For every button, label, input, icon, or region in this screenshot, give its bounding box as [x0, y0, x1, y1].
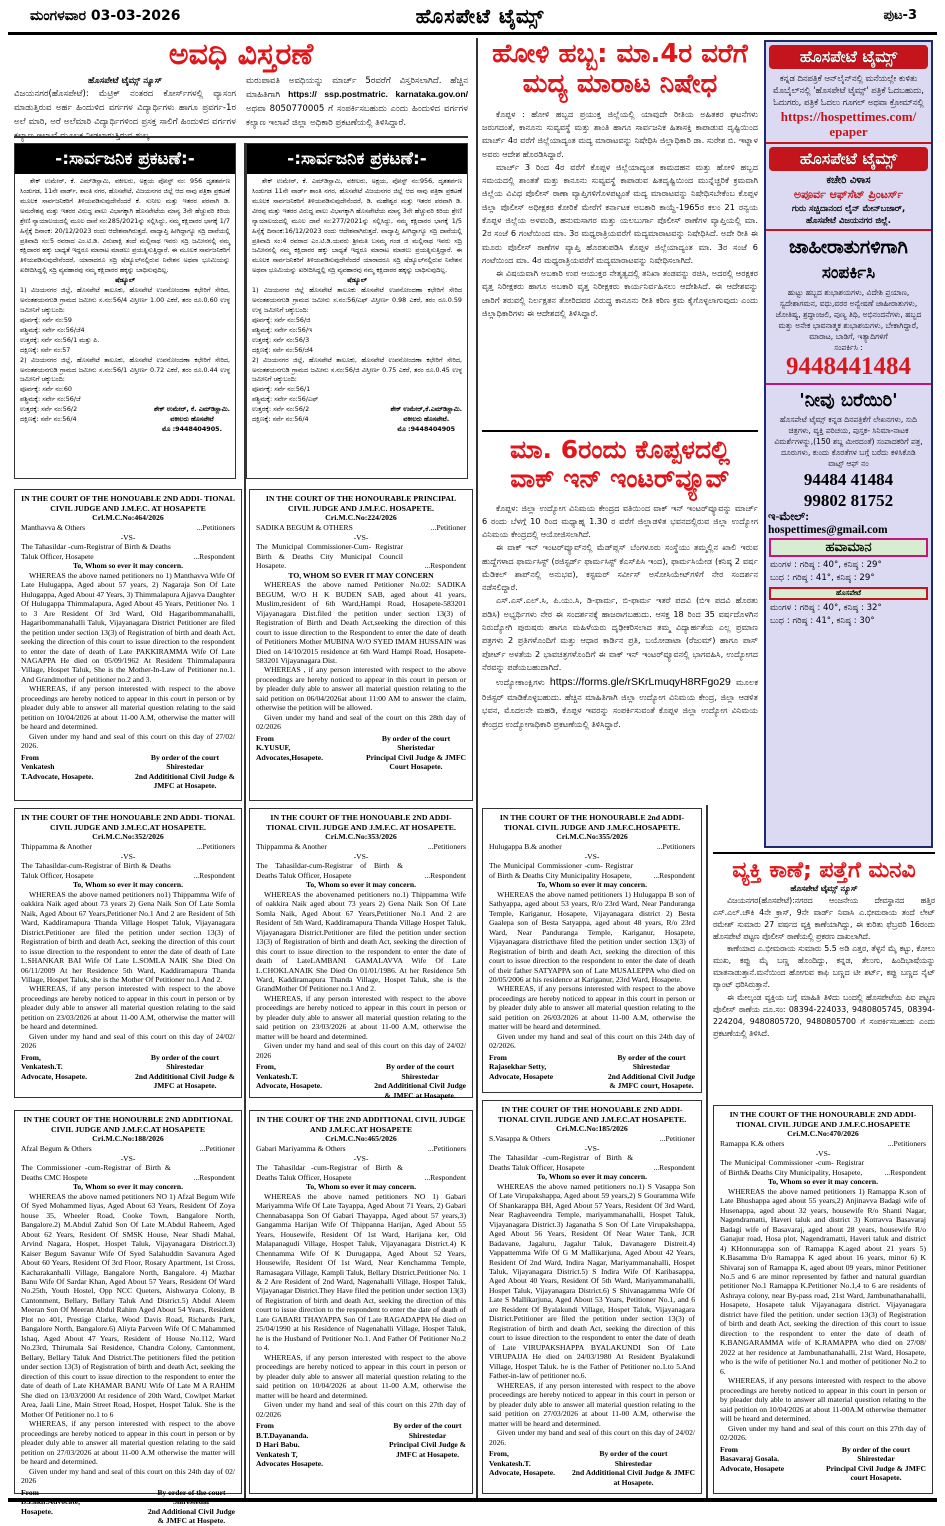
- order-line: Sheristedar: [397, 743, 435, 753]
- petitioner-role: ...Petitioners: [196, 842, 235, 852]
- order-line: By order of the court: [381, 733, 451, 743]
- notice-signature: ವಕೀಲರು ಹೊಸಪೇಟೆ: [170, 415, 214, 424]
- respondent: The Tahasildar -cum-Registrar of Birth & Deaths Taluk Officer, Hosapete: [21, 542, 171, 561]
- notice-phone: ಮೊ :9448404905.: [161, 425, 223, 434]
- court-text: WHEREAS the abovenamed petitioners no.1) Thippamma Wife of oakkira Naik aged about 73 years 2) Gena Naik Son Of Late Somla Naik, Aged About 67 Years,Petitioner No.1 And 2 are Resident of 5th Ward, Kaddiramapura Thanda Village Hospet Taluk, Vijayanagara District.Petitioner are filed the petition under section 13(3) of Registration of birth and death Act, seeking the direction of this court to issue direction to the respondent to enter the date of death of LateLAMBANI GAMALAVVA Wife Of Late L.CHOKLANAIK She Died On 01/01/1986. At her Residence 5th Ward, Kaddiramapura Thanda Village, Hospet Taluk, she is the GrandMother Of Petitioner no.1 And 2.: [256, 889, 466, 994]
- court-order-block: [148, 1488, 235, 1526]
- weather-row: ಬುಧ : ಗರಿಷ್ಠ : 41°, ಕನಿಷ್ಠ : 30°: [770, 615, 875, 626]
- petitioner: Ramappa K.& others: [720, 1139, 785, 1149]
- order-line: & JMFC court, Hosapete.: [609, 1081, 694, 1091]
- article-text: ವಿಜಯನಗರ(ಹೊಸಪೇಟೆ): ಮೆಟ್ರಿಕ್ ನಂತರದ ಕೋರ್ಸ್‌ಗಳಲ್ಲಿ ವ್ಯಾಸಂಗ ಮಾಡುತ್ತಿರುವ ಅರ್ಹ ಹಿಂದುಳಿದ ವರ್ಗಗಳ ವಿದ್ಯಾರ್ಥಿಗಳು ಹಾಗೂ ಪ್ರವರ್ಗ-1ರ ಅಲೆ ಮಾರಿ, ಅರೆ ಅಲೆಮಾರಿ ವಿದ್ಯಾರ್ಥಿಗಳಿಂದ ಪ್ರಸಕ್ತ ಸಾಲಿಗೆ ಹಿಂದುಳಿದ ವರ್ಗಗಳ: [14, 89, 236, 128]
- advocate-line: From: [21, 1487, 39, 1497]
- court-text: Given under my hand and seal of this court on this day of 27/02/ 2026.: [21, 731, 235, 751]
- court-notice: [482, 1100, 702, 1494]
- order-line: 2nd Additional Civil Judge: [147, 1506, 235, 1516]
- respondent: The Tahasildar -cum-Registrar of Birth & Deaths Taluk Officer, Hosapete: [489, 1153, 634, 1172]
- court-notice: [713, 1105, 933, 1494]
- petitioner-role: ...Petitioners: [656, 842, 695, 852]
- order-line: Shirestedar: [408, 1430, 447, 1440]
- petitioner: Manthavva & Others: [21, 523, 86, 533]
- court-text: WHEREAS, if any person interested with respect to the above proceedings are hereby noticed to appear in this court in person or by pleader duly able to answer all material question relating to the said petition on 10/04/2026 at about 11-00 A.M, otherwise the matter will be heard and determined.: [21, 684, 235, 732]
- court-title: IN THE COURT OF THE HONOUABLE 2ND ADDI- TIONAL CIVIL JUDGE AND J.M.F.C.AT HOSAPETE.: [497, 1105, 687, 1124]
- advocate-block: [21, 753, 93, 791]
- versus: -VS-: [120, 1153, 136, 1163]
- court-text: WHEREAS , if any person interested with respect to the above proceedings are hereby noticed to appear in this court in person or by pleader duly able to answer all material question relating to the said petition on 06/04/2026at about 11:00 AM to answer the claim, otherwise the petition will be allowed.: [256, 665, 466, 713]
- schedule-item: ದಕ್ಷಿಣಕ್ಕೆ: ಸರ್ವೆ ನಂ:56/4: [252, 415, 309, 424]
- order-line: By order of the court: [599, 1449, 668, 1459]
- article-text: ಈ ವಾಕ್ ಇನ್ ಇಂಟರ್‌ವ್ಯೂವ್‌ನಲ್ಲಿ ಮೆಡ್‌ಪ್ಲಸ್ ಬೆಂಗಳೂರು ಸಂಸ್ಥೆಯು ತಮ್ಮಲ್ಲಿನ ಖಾಲಿ ಇರುವ ಹುದ್ದೆಗಳಾದ ಫಾರ್ಮಸಿಸ್ಟ್ (ರಜಿಸ್ಟರ್ಡ್ ಫಾರ್ಮಸಿಸ್ಟ್ ಕೆಎಸ್‌ಪಿಸಿ ಇಂದ), ಫಾರ್ಮಸಿಯೇಡ (ಕನಿಷ್ಠ 2 ವರ್ಷ ಮೆಡಿಕಲ್ ಶಾಪ್‌ನಲ್ಲಿ ಅನುಭವ), ಕಸ್ಟಮರ್ ಸರ್ವೀಸ್ ಅಸೋಸಿಯೇಟ್‌ಗಳಿಗೆ ನೇರ ಸಂದರ್ಶನ ನಡೆಸಲಿದ್ದಾರೆ.: [482, 542, 758, 593]
- advocate-line: From: [256, 733, 274, 743]
- office-label: ಕಚೇರಿ ವಿಳಾಸ: [826, 174, 871, 186]
- advocate-line: Rajasekhar Setty,: [489, 1062, 547, 1072]
- court-order-block: [135, 1053, 235, 1091]
- schedule-item: ಉತ್ತರಕ್ಕೆ: ಸರ್ವೆ ನಂ:56/3: [252, 335, 310, 344]
- page-number: ಪುಟ-3: [883, 8, 917, 23]
- advocate-block: [256, 1062, 322, 1100]
- case-number: Cri.M.C.No:355/2026: [556, 832, 628, 842]
- petitioner: S.Vasappa & Others: [489, 1134, 551, 1144]
- schedule-label: ಷೆಡ್ಯೂಲ್: [347, 276, 367, 285]
- article-text: ಈ ಮೇಲ್ಕಂಡ ವ್ಯಕ್ತಿಯ ಬಗ್ಗೆ ಮಾಹಿತಿ ತಿಳಿದು ಬಂದಲ್ಲಿ ಹೊಸಪೇಟೆಯ ಪಿಐ ಪಟ್ಟಣ ಪೊಲೀಸ್ ಠಾಣೆಯ ದೂ.ಸಂ: 08394-224033, 9480805745, 08394-224204, 9480805720, 9480805700 ಗೆ ಸಂಪರ್ಕಿಸಬಹುದು ಎಂದು ಪ್ರಕಟಣೆಯಲ್ಲಿ ತಿಳಿಸಿದೆ.: [713, 992, 935, 1038]
- schedule-label: ಷೆಡ್ಯೂಲ್: [115, 276, 135, 285]
- advocate-line: Advocate, Hosapete: [720, 1463, 785, 1473]
- order-line: 2nd Addititional Civil Judge &: [134, 1071, 235, 1081]
- notice-signature: ಶೇಕ್ ಉಮೇರ್, ಕೆ. ಎಮ್‌ಡಿಸ್ಲಾಮಿ.: [154, 405, 230, 414]
- order-line: Shirestedar: [614, 1458, 653, 1468]
- court-text: WHEREAS the above named petitioners no.1) S Vasappa Son Of Late Virupakshappa, Aged about 59 years,2) S Gouramma Wife Of Shankarappa BH, Aged About 57 Years, Resident Of 3rd Ward, Near Raghaveendra Temple, mariyammanahalli, Hospet Taluk, Vijayanagara District.3) Jaganatha S Son Of Late Virupakshappa, Aged About 56 Years, Resident Of Near Water Tank, JCR Badavane, Jagaluru, Jagalur Taluk, Davanagere Distreit.4) Vappattemma Wife Of G M Mallikarjuna, Aged About 42 Years, Resident Of 2nd Ward, Indira Nagar, Mariyammanahalli, Hospet Taluk, Vijayanagara District.5) S Indira Wife Of Karibasappa, Aged About 40 Years, Resident Of 5th Ward, Mariyammanahalli, Hospet Taluk, Vijayanagara District.6) S Shivanagamma Wife Of Late S Mallikarjuna, Aged About 53 Years, Petitioner No.1, and 6 are Resident Of Byalakundi Village, Hospet Taluk, Vijayanagara District.Petitioner are filed the petition under section 13(3) of Registration of birth and death Act, seeking the direction of this court to issue direction to the respondent to enter the date of death of Late VIRUPAKSHAPPA BYALAKUNDI Son Of Late VIRUPAJJA He died on 24/03/1980 At Resident Byalakundi Village, Hospet Taluk. he is the Father of Petitioner no.1.to 5.And Father-in-law of petitioner no.6.: [489, 1181, 695, 1381]
- advocate-line: Advocates,Hosapete.: [256, 752, 324, 762]
- weather-city: ಹೊಸಪೇಟೆ: [769, 587, 928, 600]
- divider: [482, 430, 758, 432]
- notice-signature: ವಕೀಲರು ಹೊಸಪೇಟೆ.: [403, 415, 450, 424]
- court-text: WHEREAS, if any person interested with respect to the above proceedings are hereby noticed to appear in this court in person or by pleader duly able to answer all material question relating to the said petition on 27/03/2026 at about 11-00 A.M otherwise the matter will be heard and determined.: [21, 1419, 235, 1467]
- respondent: The Municipal Commissioner -cum- Registrar of Birth & Deaths City Municipality Hosapete,: [489, 861, 634, 880]
- phone-2[interactable]: 99802 81752: [803, 490, 894, 510]
- court-order-block: [826, 1445, 926, 1483]
- order-line: By order of the court: [150, 752, 220, 762]
- advocate-line: From,: [256, 1062, 276, 1072]
- advocate-line: From: [720, 1444, 738, 1454]
- case-number: Cri.M.C.No:352/2026: [92, 832, 164, 842]
- article-text: ಉದ್ಯೋಕಾಂಕ್ಷಿಗಳು: [496, 677, 545, 688]
- schedule-item: ಪೂರ್ವಕ್ಕೆ: ಸರ್ವೆ ನಂ:59: [20, 315, 72, 324]
- versus: -VS-: [815, 1148, 831, 1158]
- column-rule: [476, 38, 478, 1498]
- court-text: Given under my hand and seal of this court on this day of 24/02/ 2026: [256, 1041, 466, 1060]
- respondent-role: ...Respondent: [193, 1172, 235, 1182]
- schedule-item: ದಕ್ಷಿಣಕ್ಕೆ: ಸರ್ವೆ ನಂ:56/ಜೆ4: [252, 345, 314, 354]
- advocate-line: T.Advocate, Hosapete.: [21, 771, 94, 781]
- header-rule: [8, 32, 937, 35]
- schedule-item: ಪಶ್ಚಿಮಕ್ಕೆ: ಸರ್ವೇ ನಂ:56/ಜೆ: [20, 395, 81, 404]
- schedule-item: 1) ವಿಜಯನಗರ ಜಿಲ್ಲೆ ಹೊಸಪೇಟೆ ತಾಲೂಕು ಹೊಸಪೇಟೆ ಉಪನೋಂದಣಾ ಕಛೇರಿಗೆ ಸೇರಿದ ಅನಂತಶಯನಗುಡಿ ಗ್ರಾಮದ ಜಮೀನು ಸ.ನಂ:56/ಎಫ್ ವಿಸ್ತೀರ್ಣ 0.98 ಎಕರೆ, ತರಂ ರೂ.0.59 ಉಳ್ಳ ಜಮೀನಿಗೆ ಚಕ್ಕುಬಂದಿ:: [252, 286, 462, 314]
- court-text: Given under my hand and seal of the court on this 28th day of 02/2026: [256, 712, 466, 732]
- notice-title: -:ಸಾರ್ವಜನಿಕ ಪ್ರಕಟಣೆ:-: [247, 144, 467, 174]
- versus: -VS-: [353, 532, 369, 542]
- court-text: Given under my band and seal of this court on this day of 24/02/ 2026.: [489, 1428, 695, 1447]
- court-order-block: [572, 1449, 695, 1487]
- notice-body: ಶೇಕ್ ಉಮೇರ್, ಕೆ. ಎಮ್‌ಡಿಸ್ಲಾಮಿ, ವಕೀಲರು, ಅಕ್ಷಯ, ಪೋಸ್ಟ್ ನಂ:956, ದೃತತರ್ಪಣ ಸಿಂಡುಗಡ 11ನೇ ವಾರ್ಡ್ ಶಾಂತಿ ನಗರ, ಹೊಸಪೇಟೆ ವಿಜಯನಗರ ಜಿಲ್ಲೆ ಆದ ನಾವು ಪತ್ರಿಕಾ ಪ್ರಕಟಣೆ ಮೂಲಕ ಸಾರ್ವಜನಿಕರಿಗೆ ತಿಳಿಯಪಡಿಸುವುದೇನೆಂದರೆ, ಡಿ. ಮಹೇಶ್ವರ ಮತ್ತು ಇತರರ ಪರವಾಗಿ ಡಿ. ವೀರಪ್ಪ ಮತ್ತು ಇತರರ ವಿರುದ್ಧ ಪಾಲು ವಿಭಾಗಕ್ಕಾಗಿ ಹೊಸಪೇಟೆಯ ಮಾನ್ಯ 3ನೇ ಹೆಚ್ಚುವರಿ ಕಿರಿಯ ಶ್ರೇಣಿ ನ್ಯಾಯಾಲಯದಲ್ಲಿ ಮೂಲ ದಾವೆ ಸಂ:277/2021ನ್ನು ಸಲ್ಲಿಸಿದ್ದು, ನಮ್ಮ ಕಕ್ಷಿದಾರರ ಭಾಗಕ್ಕೆ 1/5 ಹಿಸ್ಸೆಕ್ಕೆ ದಿನಾಂಕ:16/12/2023 ರಂದು ಆದೇಶವಾಗಿರುತ್ತದೆ. ವಾದ್ಯಾಪ್ತಿ ಹೀಗಿದ್ದಾಗ್ಯೂ ಸದ್ರಿ ದಾವೆಯಲ್ಲಿ ಪ್ರತಿವಾದಿ ಸಂ:4 ರವರಾದ ಎಂ.ಟಿ.ಡಿ.ಯವರು ಶ್ರೀಮತಿ ಬಸಮ್ಮ ಗಂಡ ಜಿ ಮಲ್ಲಿನಾಥ ಇವರು ಸದ್ರಿ ಜಮೀನನಲ್ಲಿ ನಮ್ಮ ಕಕ್ಷಿದಾರರ ಹಕ್ಕು ಬಾಧ್ಯತೆ ಇದ್ದರೂ ಮಾರಾಟ ಮಾಡಲು ಪ್ರಯತ್ನಿಸುತ್ತಿದ್ದಾರೆ. ಈ ಮೂಲಕ ಸಾರ್ವಜನಿಕರಿಗೆ ತಿಳಿಯಪಡಿಸುವುದೇನೆಂದರೆ ಯಾರಾದರೂ ಸದ್ರಿ ಷೆಡ್ಯೂಲ್‌ನಲ್ಲಿರುವ ನಿವೇಶನ ಅಥವಾ ಭೂಮಿಯನ್ನು ಖರೀದಿಸಿದ್ದಲ್ಲಿ ಸದ್ರಿ ವ್ಯವಹಾರವು ನಮ್ಮ ಕಕ್ಷಿದಾರರ ಹಕ್ಕನ್ನು ಬಾಧಿಸುವುದಿಲ್ಲ.: [252, 177, 462, 275]
- versus: -VS-: [353, 1153, 369, 1163]
- article-text: ಕೊಪ್ಪಳ: ಜಿಲ್ಲಾ ಉದ್ಯೋಗ ವಿನಿಮಯ ಕೇಂದ್ರದ ವತಿಯಿಂದ ವಾಕ್ ಇನ್ ಇಂಟರ್‌ವ್ಯೂವನ್ನು ಮಾರ್ಚ್ 6 ರಂದು ಬೆಳಗ್ಗೆ 10 ರಿಂದ ಮಧ್ಯಾಹ್ನ 1.30 ರ ವರೆಗೆ ಜಿಲ್ಲಾಡಳಿತ ಭವನದಲ್ಲಿರುವ ಜಿಲ್ಲಾ ಉದ್ಯೋಗ ವಿನಿಮಯ ಕೇಂದ್ರದಲ್ಲಿ ಆಯೋಜಿಸಲಾಗಿದೆ.: [482, 502, 758, 540]
- article-text: ಮಾರ್ಚ್ 3 ರಿಂದ 4ರ ವರೆಗೆ ಕೊಪ್ಪಳ ಜಿಲ್ಲೆಯಾದ್ಯಂತ ಕಾಮದಹನ ಮತ್ತು ಹೋಳಿ ಹಬ್ಬದ ಸಮಯದಲ್ಲಿ ಶಾಂತತೆ ಮತ್ತು ಕಾನೂನು ಸುವ್ಯವಸ್ಥೆ ಕಾಪಾಡುವ ಹಿತದೃಷ್ಟಿಯಿಂದ ಮುನ್ನೆಚ್ಚರಿಕೆ ಕ್ರಮವಾಗಿ ಜಿಲ್ಲೆಯ ವಿವಿಧ ಪೊಲೀಸ್ ಠಾಣಾ ವ್ಯಾಪ್ತಿಗಳಿಗೊಳಪಟ್ಟಂತೆ ಮದ್ಯ ಮಾರಾಟವನ್ನು ನಿಷೇಧಿಸಬೇಕೆಂಬ ಕೊಪ್ಪಳ ಜಿಲ್ಲಾ ಪೊಲೀಸ್ ಅಧೀಕ್ಷಕರ ಕೋರಿಕೆ ಮೇರೆಗೆ ಕರ್ನಾಟಕ ಅಬಕಾರಿ ಕಾಯ್ದೆ-1965ರ ಕಲಂ 21 ರನ್ವಯ ಕೊಪ್ಪಳ ಜಿಲ್ಲೆಯ ಅಳವಂಡಿ, ಹನುಮಸಾಗರ ಮತ್ತು ಯಲಬುರ್ಗಾ ಪೊಲೀಸ್ ಠಾಣೆಗಳ ವ್ಯಾಪ್ತಿಯಲ್ಲಿ ಮಾ. 2ರ ಸಂಜೆ 6 ಗಂಟೆಯಿಂದ ಮಾ. 3ರ ಮಧ್ಯರಾತ್ರಿಯವರೆಗೆ ಮದ್ಯಮಾರಾಟವನ್ನು ನಿಷೇಧಿಸಿದೆ. ಅದೇ ರೀತಿ ಈ ಮೂರು ಪೊಲೀಸ್ ಠಾಣೆಗಳ ವ್ಯಾಪ್ತಿ ಹೊರತುಪಡಿಸಿ ಕೊಪ್ಪಳ ಜಿಲ್ಲೆಯಾದ್ಯಂತ ಮಾ. 3ರ ಸಂಜೆ 6 ಗಂಟೆಯಿಂದ ಮಾ. 4ರ ಮಧ್ಯರಾತ್ರಿಯವರೆಗೆ ಮದ್ಯಮಾರಾಟವನ್ನು ನಿಷೇಧಿಸಲಾಗಿದೆ.: [482, 161, 758, 265]
- order-line: & JMFC at Hosapete.: [384, 1090, 456, 1100]
- court-text: Given under my hand and seal of this court on this 27th day of 02/2026: [256, 1400, 466, 1419]
- court-notice: [14, 489, 242, 801]
- advocate-line: Advocates Hosapete.: [256, 1459, 324, 1469]
- article-text: ಕೊಪ್ಪಳ : ಹೋಳಿ ಹಬ್ಬದ ಪ್ರಯುಕ್ತ ಜಿಲ್ಲೆಯಲ್ಲಿ ಯಾವುದೇ ರೀತಿಯ ಅಹಿತಕರ ಘಟನೆಗಳು ಜರುಗದಂತೆ, ಕಾನೂನು ಸುವ್ಯವಸ್ಥೆ ಮತ್ತು ಶಾಂತಿ ಹಾಗೂ ಸಾರ್ವಜನಿಕ ಹಿತಾಸಕ್ತಿ ಕಾಪಾಡುವ ದೃಷ್ಟಿಯಿಂದ ಮಾರ್ಚ್ 4ರ ವರೆಗೆ ಜಿಲ್ಲೆಯಾದ್ಯಂತ ಮದ್ಯ ಮಾರಾಟವನ್ನು ನಿಷೇಧಿಸಿ ಜಿಲ್ಲಾಧಿಕಾರಿ ಡಾ. ಸುರೇಶ ಬಿ. ಇಟ್ನಾಳ ಅವರು ಆದೇಶ ಹೊರಡಿಸಿದ್ದಾರೆ.: [482, 108, 758, 159]
- case-number: Cri.M.C.No:185/2026: [556, 1124, 628, 1134]
- court-text: WHEREAS, if any person interested with respect to the above proceedings are hereby noticed to appear in this court in person or by pleader duly able to answer all material question relating to the said petition on 23/03/2026 at about 11-00 A.M, otherwise the matter will be heard and determined.: [21, 984, 235, 1032]
- court-text: WHEREAS, if any person interested with respect to the above proceedings are hereby noticed to appear in this court in person or by pleader duly able to answer all material question relating to the said petition on 10/04/2026 at about 11-00 A.M, otherwise the matter will be heard and determined.: [256, 1352, 466, 1400]
- court-notice: [249, 1110, 473, 1494]
- advocate-line: D Hari Babu.: [256, 1440, 300, 1450]
- court-title: IN THE COURT OF THE HONOURBLE 2ND ADDITIONAL CIVIL JUDGE AND J.M.F.C.AT HOSAPETE: [23, 1115, 233, 1134]
- printer-name: ಅಪೂರ್ವ ಆಫ್‌ಸೆಟ್ ಪ್ರಿಂಟರ್ಸ್: [793, 188, 904, 202]
- court-order-block: [389, 1421, 466, 1468]
- advocate-line: Advocate, Hosapete.: [489, 1468, 556, 1478]
- versus: -VS-: [120, 851, 136, 861]
- case-number: Cri.M.C.No:470/2026: [787, 1129, 859, 1139]
- court-title: IN THE COURT OF THE HONOUABLE 2ND ADDI- TIONAL CIVIL JUDGE AND J.M.F.C. AT HOSAPETE: [21, 494, 235, 513]
- order-line: Shirestedar: [166, 1062, 204, 1072]
- article-missing-person: [713, 852, 935, 1098]
- court-text: WHEREAS the above named petitioners NO 1) Gabari Mariyamma Wife Of Late Tayappa, Aged About 71 Years, 2) Gabari Chennabasappa Son Of Gabari Thayappa, Aged about 57 years,3) Gangamma Harijan Wife Of Thippanna Harijan, Aged About 55 Years, Housewife, Resident Of 1st Ward, Harijana ker, Old Malapanagudi Village, Hospet Taluk, Vijayanagara District.4) K Chennamma Wife Of K Durugappa, Aged About 52 Years, Housewife, Resident Of 1st Ward, Near Kenchamma Temple, Ramasagara Village, Kampli Taluk, Bellary District.Petitioner No. 1 & 2 Are Resident of 2nd Ward, Nagenahalli Village, Hospet Taluk, Vijayanagar District.They Have filed the petition under section 13(3) of Registration of birth and death Act, seeking the direction of this court to issue direction to the respondent to enter the date of death of Late GABARI THAYAPPA Son Of Late RAGADAPPA He died on 25/04/1990 at his Residence of Nagenahalli Village, Hospet Taluk, he is the Husband of Petitioner No.1. And Father Of Petitioner No.2 to 4.: [256, 1191, 466, 1353]
- concern-line: To, Whom so ever it may concern.: [73, 880, 183, 890]
- petitioner-role: ...Petitioners: [887, 1139, 926, 1149]
- masthead-logo: ಹೊಸಪೇಟೆ ಟೈಮ್ಸ್: [769, 45, 928, 69]
- respondent-role: ...Respondent: [193, 551, 235, 561]
- order-line: By order of the court: [393, 1421, 462, 1431]
- column-rule: [706, 805, 708, 1498]
- concern-line: To, Whom so ever it may concern.: [306, 880, 416, 890]
- advocate-block: [720, 1445, 784, 1483]
- order-line: Shirestedar: [401, 1071, 439, 1081]
- order-line: Shirestedar: [166, 762, 204, 772]
- court-order-block: [366, 734, 466, 772]
- court-text: WHEREAS, if any person interested with respect to the above proceedings are hereby noticed to appear in this court in person or by pleader duly able to answer all material question relating to the said petition on 27/03/2026 at about 11-00 A.M, otherwise the matter will be heard and determined.: [489, 1380, 695, 1428]
- advocate-block: [256, 1421, 323, 1468]
- order-line: court Hosapete.: [850, 1473, 902, 1483]
- footer-rule: [8, 1498, 937, 1502]
- masthead-logo: ಹೊಸಪೇಟೆ ಟೈಮ್ಸ್: [769, 147, 928, 171]
- schedule-item: ದಕ್ಷಿಣಕ್ಕೆ: ಸರ್ವೆ ನಂ:57: [20, 345, 71, 354]
- byline: ಹೊಸಪೇಟೆ ಟೈಮ್ಸ್ ನ್ಯೂಸ್: [87, 75, 163, 86]
- phone-1[interactable]: 94484 41484: [803, 469, 894, 489]
- respondent-role: ...Respondent: [424, 870, 466, 880]
- headline-walkin-1: ಮಾ. 6ರಂದು ಕೊಪ್ಪಳದಲ್ಲಿ: [509, 435, 731, 464]
- ads-phone[interactable]: 9448441484: [786, 352, 911, 380]
- versus: -VS-: [120, 532, 136, 542]
- advocate-line: B.T.Dayananda.: [256, 1430, 309, 1440]
- petitioner: Thippamma & Another: [256, 842, 327, 852]
- schedule-item: ಪಶ್ಚಿಮಕ್ಕೆ: ಸರ್ವೇ ನಂ:56/ಇ: [252, 325, 313, 334]
- schedule-item: 2) ವಿಜಯನಗರ ಜಿಲ್ಲೆ, ಹೊಸಪೇಟೆ ತಾಲೂಕು, ಹೊಸಪೇಟೆ ಉಪನೋಂದಣಾ ಕಛೇರಿಗೆ ಸೇರಿದ, ಅನಂತಶಯನಗುಡಿ ಗ್ರಾಮದ ಜಮೀನು ಸ.ನಂ:56/1 ವಿಸ್ತೀರ್ಣ 0.72 ಎಕರೆ, ತರಂ ರೂ.0.44 ಉಳ್ಳ ಜಮೀನಿಗೆ ಚಕ್ಕುಬಂದಿ:: [20, 355, 230, 384]
- article-text: ಕಾಣೆಯಾದ ಎ.ಭೀಮರಾಯ ಸುಮಾರು 5.5 ಅಡಿ ಎತ್ತರ, ತೆಳ್ಳನೆ ಮೈ ಕಟ್ಟು, ಕೋಲು ಮುಖ, ಕಪ್ಪು ಮೈ ಬಣ್ಣ ಹೊಂದಿದ್ದು, ಕನ್ನಡ, ತೆಲುಗು, ಹಿಂದಿಭಾಷೆಯನ್ನು ಮಾತನಾಡುತ್ತಾನೆ.ಮನೆಯಿಂದ ಹೋಗುವ ಕಾಫಿ ಬಣ್ಣದ ಟೀ ಶರ್ಟ್, ಕಪ್ಪು ಬಣ್ಣದ ನೈಟ್ ಪ್ಯಾಂಟ್ ಧರಿಸಿರುತ್ತಾನೆ.: [713, 944, 935, 990]
- schedule-item: ಪೂರ್ವಕ್ಕೆ: ಸರ್ವೆ ನಂ:56/ಜಿ: [252, 315, 311, 324]
- respondent: The Municipal Commissioner-Cum- Registrar Birth & Deaths City Municipal Council Hosapete.: [256, 542, 403, 571]
- schedule-item: 1) ವಿಜಯನಗರ ಜಿಲ್ಲೆ, ಹೊಸಪೇಟೆ ತಾಲೂಕು, ಹೊಸಪೇಟೆ ಉಪನೋಂದಣಾ ಕಛೇರಿಗೆ ಸೇರಿದ, ಅನಂತಶಯನಗುಡಿ ಗ್ರಾಮದ ಜಮೀನು ಸ.ನಂ:56/4 ವಿಸ್ತೀರ್ಣ 1.00 ಎಕರೆ, ತರಂ ರೂ.0.60 ಉಳ್ಳ ಜಮೀನಿಗೆ ಚಕ್ಕುಬಂದಿ:: [20, 286, 230, 314]
- byline: ಹೊಸಪೇಟೆ ಟೈಮ್ಸ್ ನ್ಯೂಸ್: [790, 883, 858, 893]
- issue-date: ಮಂಗಳವಾರ 03-03-2026: [30, 8, 181, 24]
- advocate-line: From: [21, 752, 39, 762]
- court-order-block: [374, 1062, 466, 1100]
- advocate-block: [21, 1053, 87, 1091]
- court-notice: [14, 808, 242, 1098]
- advocate-line: Venkatesh T,: [256, 1449, 298, 1459]
- epaper-link[interactable]: https://hospettimes.com/ epaper: [780, 108, 917, 140]
- ads-contact-label: ಸಂಪರ್ಕಿಸಿ :: [834, 342, 863, 352]
- court-title: IN THE COURT OF THE 2ND ADDITIONAL CIVIL JUDGE AND J.M.F.C.AT HOSAPETE: [256, 1115, 466, 1134]
- court-text: Given under my hand and seal of this court on this 24th day of 02/2026.: [489, 1031, 695, 1051]
- masthead: ಹೊಸಪೇಟೆ ಟೈಮ್ಸ್: [415, 4, 545, 28]
- article-extension: [14, 38, 468, 134]
- court-text: Given under my hand and seal of this court on this 27th day of 02/2026.: [720, 1423, 926, 1443]
- case-number: Crl.M.C.No:464/2026: [92, 513, 164, 523]
- advocate-line: Basavaraj Gosala.: [720, 1454, 780, 1464]
- headline-holi-2: ಮದ್ಯ ಮಾರಾಟ ನಿಷೇಧ: [522, 68, 718, 99]
- petitioner: Afzal Begum & Others: [21, 1144, 92, 1154]
- order-line: & JMFC at Hospete.: [157, 1516, 226, 1526]
- advocate-line: From: [256, 1421, 274, 1431]
- schedule-item: ಉತ್ತರಕ್ಕೆ: ಸರ್ವೆ ನಂ:56/1 ಮತ್ತು ಪಿ.: [20, 335, 100, 344]
- advocate-line: Hosapete.: [21, 1506, 53, 1516]
- order-line: By order of the court: [386, 1062, 455, 1072]
- respondent: The Commissioner -cum-Registrar of Birth & Deaths CMC Hospete: [21, 1163, 171, 1182]
- respondent-role: ...Respondent: [653, 870, 695, 880]
- respondent-role: ...Respondent: [193, 870, 235, 880]
- concern-line: To, Whom so ever it may concern.: [306, 1182, 416, 1192]
- advocate-line: K.YUSUF,: [256, 743, 291, 753]
- petitioner-role: ...Petitioner: [199, 1144, 235, 1154]
- court-order-block: [135, 753, 235, 791]
- court-text: WHEREAS the above named petitioners NO 1) Afzal Begum Wife Of Syed Mohammed liyas, Aged About 63 Years, Resident Of Zoya house 35, Wheeler Road, Cooke Town, Bangalore North, Bangalore.2) M.Abdul Zahid Son Of Late M.Abdul Raheem, Aged About 62 Years, Resident Of SMSK House, Near Shadi Mahal, Arvind Nagara, Hospet, Hospet Taluk, Vijayanagara Districct.3) Kaiser Begum Savanur Wife Of Syed Salahuddin Savanura Aged About 60 Years, Resident Of 3rd Floor, Rosary Apartment, 1st Cross, Kacharakanhalli Village, Bangalore North, Bangalore. 4) Mazhar Banu Wife Of Sardar Khan, Aged About 57 Years, Resident Of Ward No.25th, Youth Hostel, Opp NCC Queters, Aishwarya Colony, B Cantonment, Bellary, Bellary Taluk And District.5) Abdul Aleem Meeran Son Of Meeran Abdul Rahim Aged About 54 Years, Resident Plot no 401, Prestige Clarke, Wood Davis Road, Richards Park, Bangalore North, Bangalore.6) Aliyta Parveen Wife Of C Mahammed Ishaq, Aged About 47 Years, Resident of House No.112, Ward No.23rd, Thirumala Sai Residence, Chandra Colony, Cantonment, Bellary, Bellary Taluk And District.The petitioners filed the petition under section 13(3) of Registration of birth and death Act, seeking the direction of this court to issue direction to the respondent to enter the date of death of Late KHAMAR BANU Wife Of Late M A RAHIM She died on 13/03/2000 At residence of 20th Ward, Cowlpet Market Area, Jaali Line, Main Street Road, Hospet, Hospet Taluk. She is the Mother Of Petitioner no.1 to 6: [21, 1191, 235, 1419]
- court-text: WHEREAS the above named petitioners 1) Hulugappa B son of Sathyappa, aged about 53 years, R/o 23rd Ward, Near Panduranga Temple, Kariganur, Hosapete, Vijayanagara district 2) Besta Gaalepa son of Besta Satyappa, aged about 48 years, R/o 23rd Ward, Near Panduranga Temple, Kariganur, Hosapete, Vijayanagara districthave filed the petition under section 13(3) of Registration of birth and death Act, seeking the direction of this court to issue direction to the respondent to enter the date of death of their father SATYAPPA son of Late MUSALEPPA who died on 20/05/2006 at his residence at Kariganur, 23rd Ward, Hosapete.: [489, 889, 695, 984]
- order-line: By order of the court: [617, 1052, 686, 1062]
- court-text: WHEREAS the above named Petitioner No.02: SADIKA BEGUM, W/O H K BUDEN SAB, aged about 41 years, Muslim,resident of 6th Ward,Hampi Road, Hosapete-583201 Vijayanagara Dist.filed the petition under section 13(3) of Registration of Birth and Death Act,seeking the direction of this court to issue direction to the Respondent to enter the date of death of Petitioners Mother MUBINA W/O SYED IMAM HUSSAIN was Died on 14/10/2015 residence at 6th Ward Hampi Road, Hosapete-583201 Vijayanagara Dist.: [256, 580, 466, 665]
- versus: -VS-: [584, 851, 600, 861]
- petitioner: SADIKA BEGUM & OTHERS: [256, 523, 353, 533]
- court-title: IN THE COURT OF THE HONOURABLE PRINCIPAL CIVIL JUDGE AND J.M.F.C. HOSAPETE.: [265, 494, 457, 513]
- concern-line: To, Whom so ever it may concern.: [768, 1177, 878, 1187]
- concern-line: To, Whom so ever it may concern.: [73, 1182, 183, 1192]
- schedule-item: ಪೂರ್ವಕ್ಕೆ: ಸರ್ವೆ ನಂ:56/1: [252, 385, 311, 394]
- court-notice: [249, 808, 473, 1098]
- petitioner: Thippamma & Another: [21, 842, 92, 852]
- advocate-block: [489, 1449, 555, 1487]
- weather-row: ಬುಧ : ಗರಿಷ್ಠ : 41°, ಕನಿಷ್ಠ : 29°: [770, 573, 875, 584]
- advocate-line: From: [489, 1052, 507, 1062]
- concern-line: To, Whom so ever it may concern.: [537, 880, 647, 890]
- court-title: IN THE COURT OF THE HONOUABLE 2ND ADDI- TIONAL CIVIL JUDGE AND J.M.F.C. AT HOSAPETE.: [266, 813, 456, 832]
- forms-link[interactable]: https://forms.gle/rSKrLmuqyH8RFgo29: [549, 676, 731, 689]
- notice-phone: ಮೊ :9448404905: [397, 425, 456, 434]
- office-address: ಗುರು ಸಚ್ಚಿದಾನಂದ ಲೈನ್ ಮೇನ್‌ಬಜಾರ್, ಹೊಸಪೇಟೆ ವಿಜಯನಗರ ಜಿಲ್ಲೆ.: [791, 203, 906, 226]
- ads-title: ಜಾಹೀರಾತುಗಳಿಗಾಗಿ: [789, 235, 908, 258]
- schedule-item: ಪಶ್ಚಿಮಕ್ಕೆ: ಸರ್ವೇ ನಂ:56/ಎಫ್: [252, 395, 319, 404]
- order-line: 2nd Additional Civil Judge: [607, 1071, 695, 1081]
- advocate-line: Venkatesh.T.: [256, 1071, 298, 1081]
- headline-extension: ಅವಧಿ ವಿಸ್ತರಣೆ: [168, 37, 314, 72]
- schedule-item: ಉತ್ತರಕ್ಕೆ: ಸರ್ವೆ ನಂ:56/2: [20, 405, 78, 414]
- order-line: 2nd Addititional Civil Judge &: [134, 771, 235, 781]
- headline-holi-1: ಹೋಳಿ ಹಬ್ಬ: ಮಾ.4ರ ವರೆಗೆ: [492, 39, 748, 69]
- order-line: By order of the court: [150, 1052, 220, 1062]
- article-text: ವಿಜಯನಗರ(ಹೊಸಪೇಟೆ):ನಗರದ ಆಂಜನೇಯ ದೇವಸ್ಥಾನದ ಹತ್ತಿರ ಎಸ್.ಎಲ್.ಚೌಕಿ 4ನೇ ಕ್ರಾಸ್, 9ನೇ ವಾರ್ಡ್ ನಿವಾಸಿ ಎ.ಭೀಮರಾಯ ತಂದೆ ಲೇಟ್ ರಮೇಶ್ ಸುಮಾರು 27 ವರ್ಷದ ವ್ಯಕ್ತಿ ಕಾಣೆಯಾಗಿದ್ದು, ಈ ಕುರಿತು ಫೆಬ್ರವರಿ 16ರಂದು ಹೊಸಪೇಟೆ ಪಟ್ಟಣ ಪೊಲೀಸ್ ಠಾಣೆಯಲ್ಲಿ ಪ್ರಕರಣ ದಾಖಲಾಗಿದೆ.: [713, 895, 935, 942]
- write-title: 'ನೀವು ಬರೆಯಿರಿ': [799, 389, 898, 411]
- advocate-line: Advocate, Hosapete: [489, 1071, 554, 1081]
- court-notice: [482, 808, 702, 1093]
- court-text: WHEREAS, if any person interested with respect to the above proceedings are hereby noticed to appear in this court in person or by pleader duly able to answer all material question relating to the said petition on 23/03/2026 at about 11-00 A.M, otherwise the matter will be heard and determined.: [256, 993, 466, 1041]
- schedule-item: ಪೂರ್ವಕ್ಕೆ: ಸರ್ವೆ ನಂ:60: [20, 385, 72, 394]
- advocate-line: From,: [21, 1052, 41, 1062]
- order-line: at Hosapete.: [613, 1477, 654, 1487]
- respondent: The Tahasildar -cum-Registrar of Birth & Deaths Taluk Officer, Hosapete: [256, 1163, 403, 1182]
- advocate-block: [489, 1053, 553, 1091]
- order-line: Principal Civil Judge &: [389, 1440, 466, 1450]
- article-text: ಮೂಲಕ ರಿಜಿಸ್ಟರ್ ಮಾಡಿಕೊಳ್ಳಬಹುದು. ಹೆಚ್ಚಿನ ಮಾಹಿತಿಗಾಗಿ ಜಿಲ್ಲಾ ಉದ್ಯೋಗ ವಿನಿಮಯ ಕೇಂದ್ರ, ಜಿಲ್ಲಾ ಆಡಳಿತ ಭವನ, ಮೊದಲನೇ ಮಹಡಿ, ಕೊಪ್ಪಳ ಇವರನ್ನು ಸಂಪರ್ಕಿಸುವಂತೆ ಕೊಪ್ಪಳ ಜಿಲ್ಲಾ ಉದ್ಯೋಗ ವಿನಿಮಯ ಕೇಂದ್ರದ ಉದ್ಯೋಗಾಧಿಕಾರಿ ಪ್ರಕಟಣೆಯಲ್ಲಿ ತಿಳಿಸಿದ್ದಾರೆ.: [482, 677, 759, 729]
- petitioner-role: ...Petitioners: [427, 1144, 466, 1154]
- notice-title: -:ಸಾರ್ವಜನಿಕ ಪ್ರಕಟಣೆ:-: [15, 144, 235, 174]
- court-title: IN THE COURT OF THE HONOURABLE 2nd ADDI- TIONAL CIVIL JUDGE AND J.M.F.C.HOSAPETE.: [499, 813, 685, 832]
- public-notice-2: [246, 143, 468, 479]
- ssp-link[interactable]: https:// ssp.postmatric. karnataka.gov.on/: [288, 89, 468, 100]
- respondent-role: ...Respondent: [653, 1162, 695, 1172]
- advocate-line: Advocate, Hosapete.: [256, 1081, 323, 1091]
- article-text: ಮರುಪಾವತಿ ಅವಧಿಯನ್ನು ಮಾರ್ಚ್ 5ರವರೆಗೆ ವಿಸ್ತರಿಸಲಾಗಿದೆ. ಹೆಚ್ಚಿನ ಮಾಹಿತಿಗಾಗಿ: [246, 75, 468, 101]
- respondent: The Tahasildar-cum-Registrar of Birth & Deaths Taluk Officer, Hosapete: [21, 861, 171, 880]
- case-number: Cri.M.C.No:353/2026: [325, 832, 397, 842]
- concern-line: To, Whom so ever it may concern.: [73, 561, 183, 571]
- advocate-line: Venkatesh: [21, 762, 55, 772]
- order-line: JMFC at Hosapete.: [153, 1081, 217, 1091]
- weather-title: ಹವಾಮಾನ: [769, 538, 928, 557]
- petitioner-role: ...Petitioner: [430, 523, 466, 533]
- court-title: IN THE COURT OF THE HONOURABLE 2ND ADDI- TIONAL CIVIL JUDGE AND J.M.F.C.HOSAPETE: [729, 1110, 917, 1129]
- public-notice-1: [14, 143, 236, 479]
- order-line: JMFC at Hosapete.: [153, 781, 217, 791]
- headline-walkin-2: ವಾಕ್ ಇನ್ ಇಂಟರ್‌ವ್ಯೂವ್: [510, 463, 730, 493]
- respondent-role: ...Respondent: [884, 1167, 926, 1177]
- concern-line: TO, WHOM SO EVER IT MAY CONCERN: [288, 570, 434, 580]
- schedule-item: ಉತ್ತರಕ್ಕೆ: ಸರ್ವೆ ನಂ:56/2: [252, 405, 310, 414]
- sidebar-promo: [764, 40, 933, 848]
- order-line: By order of the court: [157, 1487, 226, 1497]
- order-line: 2nd Addititional Civil Judge: [374, 1081, 466, 1091]
- article-text: ಎಸ್.ಎಸ್.ಎಲ್.ಸಿ, ಪಿ.ಯು.ಸಿ, ಡಿ-ಫಾರ್ಮ, ಬಿ-ಫಾರ್ಮ ಇತರೆ ಪದವಿ (ಬಿಇ ಪದವಿ ಹೊರತು ಪಡಿಸಿ) ಅಭ್ಯರ್ಥಿಗಳು ನೇರ ಈ ಸಂದರ್ಶನಕ್ಕೆ ಹಾಜರಾಗಬಹುದು. ಆಸಕ್ತ 18 ರಿಂದ 35 ವರ್ಷದೊಳಗಿನ ನಿರುದ್ಯೋಗಿ ಪುರುಷರು ಹಾಗೂ ಮಹಿಳೆಯರು ದೃಢೀಕರಿಸಲಾದ ತಮ್ಮ ವಿದ್ಯಾರ್ಹತೆಯ ಎಲ್ಲ ಪ್ರಮಾಣ ಪತ್ರಗಳು 2 ಪ್ರತಿಗಳೊಂದಿಗೆ ಮತ್ತು ಆಧಾರ ಕಾರ್ಡಿನ ಪ್ರತಿ, ಬಯೋಡಾಟಾ (ರೆಜುಮ್) ಹಾಗೂ ಪಾಸ್ ಪೋರ್ಟ್ ಅಳತೆಯ 2 ಭಾವಚಿತ್ರಗಳೊಂದಿಗೆ ಈ ವಾಕ್ ಇನ್ ಇಂಟರ್‌ವ್ಯೂವನಲ್ಲಿ ಭಾಗವಹಿಸಿ, ಉದ್ಯೋಗದ ನೆರವನ್ನು ಪಡೆಯಬಹುದಾಗಿದೆ.: [482, 595, 758, 672]
- whatsapp-label: ವಾಟ್ಸ್ ಆಫ್ ನಂ: [828, 458, 869, 468]
- court-text: WHEREAS the above named petitioners 1) Ramappa K.son of Late Bhushappa aged about 55 years,2) Anjinavva Badagi wife of Husenappa, aged about 32 years, housewife R/o Shanti Nagar, Nagendramatti, Haveri taluk and district 3) Kotravva Basavaraj Badagi wife of Basavaraj, aged about 28 years, housewife R/o Ganajur road, Hosa plot, Nagendramatti, Haveri taluk and district 4) KHonnurappa son of Ramappa K.aged about 21 years 5) K.Basamma D/o Ramappa K aged about 16 years, minor 6) K Shivaraj son of Ramappa K, aged about 09 years, minor Petitioner No.5 and 6 are minor represented by father and natural guardian petitioner No.1 Ramappa K.Petitioner No.1,4 to 6 are residents of Ashraya colony, near By-pass road, 21st Ward, Jambunathanahalli, Hosapete, Hosapete taluk Vijayanagara district. Vijayanagara district have filed the petition. under section 13(3) of Registration of birth and death Act, seeking the direction of this court to issue direction to the respondent to enter the date of death of K.BANGARAMMA wife of K.RAMAPPA who died on 27/08/ 2022 at her residence at Jambunathanahalli, 21st Ward, Hosapete, who is the wife of petitioner No.1 and mother of petitioner No.2 to 6.: [720, 1186, 926, 1376]
- petitioner-role: ...Petitioner: [659, 1134, 695, 1144]
- weather-row: ಮಂಗಳ : ಗರಿಷ್ಠ : 40°, ಕನಿಷ್ಠ : 32°: [770, 602, 882, 613]
- advocate-block: [256, 734, 323, 772]
- court-text: WHEREAS the above named petitioners no1) Thippamma Wife of oakkira Naik aged about 73 years 2) Gena Naik Son Of Late Somla Naik, Aged About 67 Years,Petitioner No.1 And 2 are Resident of 5th Ward, Kaddiramapura Thanda Village Hospet Taluk, Vijayanagara District.Petitioner are filed the petition under section 13(3) of Registration of birth and death Act, seeking the direction of this court to issue direction to the respondent to enter the date of death of Late L.SHANKAR BAI Wife Of Late L.SOMLA NAIK She Died On 06/11/2009 At her Residence 5th Ward, Kaddiramapura Thanda Village, Hospet Taluk, she is the Mother Of Petitioner no.1 And 2.: [21, 889, 235, 984]
- versus: -VS-: [353, 851, 369, 861]
- court-notice: [14, 1110, 242, 1526]
- ads-text: ಹುಟ್ಟು ಹಬ್ಬದ ಶುಭಾಶಯಗಳು, ವಿದೇಶಿ ಪ್ರಯಾಣ, ಸ್ವದೇಶಾಗಮನ, ವಧು,ವರರ ಅನ್ವೇಷಣೆ ಜಾಹೀರಾತುಗಳು, ಜೋತಿಷ್ಯ, ಶ್ರದ್ಧಾಂಜಲಿ, ಪುಣ್ಯ ತಿಥಿ, ಅಭಿನಂದನೆಗಳು, ಹಬ್ಬದ ಮತ್ತು ಅನೇಕ ಭಾವನಾತ್ಮಕ ಶುಭಾಶಯಗಳು, ಬೇಕಾಗಿದ್ದಾರೆ, ಮಾರಾಟ, ಬಾಡಿಗೆ, ಇತ್ಯಾದಿಗಳಿಗೆ: [775, 287, 922, 341]
- respondent-role: ...Respondent: [424, 561, 466, 571]
- email[interactable]: ಇ-ಮೇಲ್: hospettimes@gmail.com: [768, 511, 888, 537]
- article-walkin: [482, 436, 758, 804]
- advocate-line: Venkatesh.T.: [489, 1458, 531, 1468]
- respondent-role: ...Respondent: [424, 1172, 466, 1182]
- order-line: By order of the court: [841, 1444, 911, 1454]
- court-notice: [249, 489, 473, 801]
- order-line: Shirestedar: [632, 1062, 671, 1072]
- article-text: ಅಥವಾ 8050770005 ಗೆ ಸಂಪರ್ಕಿಸಬಹುದು ಎಂದು ಹಿಂದುಳಿದ ವರ್ಗಗಳ ಕಲ್ಯಾಣ ಇಲಾಖೆ ಜಿಲ್ಲಾ ಅಧಿಕಾರಿ ಪ್ರಕಟಣೆಯಲ್ಲಿ ತಿಳಿಸಿದ್ದಾರೆ.: [246, 104, 468, 129]
- order-line: 2nd Addititional Civil Judge & JMFC: [572, 1468, 695, 1478]
- court-text: Given under my hand and seal of this court on this day of 24/02/ 2026: [21, 1031, 235, 1051]
- case-number: Cri.M.C.No:188/2026: [92, 1134, 164, 1144]
- concern-line: To, Whom so ever it may concern.: [537, 1172, 647, 1182]
- petitioner: Hulugappa B.& another: [489, 842, 562, 852]
- court-order-block: [608, 1053, 695, 1091]
- court-text: WHEREAS the above named petitioners no 1) Manthavva Wife Of Late Hulugappa, Aged about 57 years, 2) Nagaraja Son Of Late Hulugappa, Aged About 47 Years, 3) Thimmalapura Ajjavva Daughter Of Hulugappa Thimmalapura, Aged About 45 Years, Petitioner No. 1 to 3 Are Resident Of 3rd Ward, Old Hagaribommanahalli, Hagaribommanahalli Taluk, Vijayanagara District Petitioner are filed the petition under section 13(3) of Registration of birth and death Act, seeking the direction of this court to issue direction to the respondent to enter the date of death of Late PAKKIRAMMA Wife Of Late NAGAPPA He died on 05/09/1962 At Resident Thimmalapaura Village, Hospet Taluk, She is the Mother-In-Law of Petitioner no.1. And Grandmother of petitioner no.2 and 3.: [21, 570, 235, 684]
- court-text: Given under my hand and seal of this court on this 24th day of 02/ 2026: [21, 1466, 235, 1486]
- court-text: WHEREAS, if any persons interested with respect to the above proceedings are hereby noticed to appear in this court in person or by pleader duly able to answer all material question relating to the said petition on 26/03/2026 at about 11-00 A.M, otherwise the matter will be heard and determined.: [489, 984, 695, 1032]
- column-rule: [244, 143, 246, 1498]
- respondent: The Tahasildar-cum-Registrar of Birth & Deaths Taluk Officer, Hosapete: [256, 861, 403, 880]
- epaper-text: ಕನ್ನಡ ದಿನಪತ್ರಿಕೆ ಆನ್‌ಲೈನ್‌ನಲ್ಲಿ ಮನೆಯಲ್ಲೇ ಕುಳಿತು ಮೊಬೈಲ್‌ನಲ್ಲಿ 'ಹೊಸಪೇಟೆ ಟೈಮ್ಸ್' ಪತ್ರಿಕೆ ಓದಬಹುದು, ಓದುಗರು, ಪತ್ರಿಕೆ ಓದಲು ಗೂಗಲ್ ಅಥವಾ ಕ್ರೋಮ್‌ನಲ್ಲಿ: [772, 73, 925, 108]
- case-number: Cri.M.C.No:465/2026: [325, 1134, 397, 1144]
- versus: -VS-: [584, 1143, 600, 1153]
- divider: [14, 136, 468, 138]
- schedule-item: 2) ವಿಜಯನಗರ ಜಿಲ್ಲೆ, ಹೊಸಪೇಟೆ ತಾಲೂಕು, ಹೊಸಪೇಟೆ ಉಪನೋಂದಣಾ ಕಛೇರಿಗೆ ಸೇರಿದ, ಅನಂತಶಯನಗುಡಿ ಗ್ರಾಮದ ಜಮೀನು ಸ.ನಂ:56/ಜಿ ವಿಸ್ತೀರ್ಣ 0.75 ಎಕರೆ, ತರಂ ರೂ.0.45 ಉಳ್ಳ ಜಮೀನಿಗೆ ಚಕ್ಕುಬಂದಿ:: [252, 355, 462, 384]
- court-title: IN THE COURT OF THE HONOUABLE 2ND ADDI- TIONAL CIVIL JUDGE AND J.M.F.C.AT HOSAPETE.: [21, 813, 235, 832]
- advocate-block: [21, 1488, 80, 1526]
- petitioner-role: ...Petitioners: [196, 523, 235, 533]
- case-number: Cri.M.C.No:224/2026: [325, 513, 397, 523]
- weather-row: ಮಂಗಳ : ಗರಿಷ್ಠ : 40°, ಕನಿಷ್ಠ : 29°: [770, 560, 882, 571]
- schedule-item: ಪಶ್ಚಿಮಕ್ಕೆ: ಸರ್ವೇ ನಂ:56/ಜೆ4: [20, 325, 85, 334]
- ads-title: ಸಂಪರ್ಕಿಸಿ: [821, 263, 876, 284]
- respondent: The Municipal Commissioner -cum- Registrar of Birth& Deaths City Municipality, Hosapete,: [720, 1158, 865, 1177]
- schedule-item: ದಕ್ಷಿಣಕ್ಕೆ: ಸರ್ವೆ ನಂ:56/4: [20, 415, 77, 424]
- order-line: Principal Civil Judge & JMFC: [366, 752, 466, 762]
- notice-signature: ಶೇಕ್ ಉಮೇರ್,ಕೆ.ಎಮ್‌ಡಿಸ್ಲಾಮಿ.: [390, 405, 462, 414]
- order-line: Shirestedar: [857, 1454, 895, 1464]
- order-line: JMFC at Hosapete.: [395, 1449, 460, 1459]
- advocate-line: From,: [489, 1449, 509, 1459]
- headline-missing: ವ್ಯಕ್ತಿ ಕಾಣೆ; ಪತ್ತೆಗೆ ಮನವಿ: [732, 857, 916, 883]
- write-text: ಹೊಸಪೇಟೆ ಟೈಮ್ಸ್ ಕನ್ನಡ ದಿನಪತ್ರಿಕೆಗೆ ಲೇಖನಗಳು, ಸುದಿ ಚಿತ್ರಗಳು, ವ್ಯಕ್ತಿ ಪರಿಚಯ, ಪುಸ್ತಕ- ಸಿನಿಮಾ-ನಾಟಕ ವಿಮರ್ಶೆಗಳನ್ನು,(150 ಶಬ್ದ ಮೀರದಂತೆ) ಸಂಪಾದಕರಿಗೆ ಪತ್ರ, ದೂರುಗಳು, ಕುಂದು ಕೊರತೆಗಳ ಬಗ್ಗೆ ಬರೆದು ಕಳಿಸಿಕೊಡಿ: [774, 414, 923, 457]
- petitioner: Gabari Mariyamma & Others: [256, 1144, 346, 1154]
- advocate-line: Advocate, Hosapete.: [21, 1071, 88, 1081]
- advocate-line: Venkatesh.T.: [21, 1062, 63, 1072]
- order-line: Principal Civil Judge & JMFC: [826, 1463, 926, 1473]
- petitioner-role: ...Petitioners: [427, 842, 466, 852]
- article-holi: [482, 40, 758, 440]
- court-text: WHEREAS, if any persons interested with respect to the above proceedings are hereby noticed to appear in this court in person or by pleader duly able to answer all material question relating to the said petition on 10/04/2026 at about 11-00A.M otherwise thematter will be heard and determined.: [720, 1376, 926, 1424]
- notice-body: ಶೇಕ್ ಉಮೇರ್, ಕೆ. ಎಮ್‌ಡಿಸ್ಲಾಮಿ, ವಕೀಲರು, ಅಕ್ಷಯ ಪೋಸ್ಟ್ ನಂ: 956 ದೃತತರ್ಪಣ ಸಿಂಡುಗಡ, 11ನೇ ವಾರ್ಡ್, ಶಾಂತಿ ನಗರ, ಹೊಸಪೇಟೆ, ವಿಜಯನಗರ ಜಿಲ್ಲೆ ಆದ ನಾವು ಪತ್ರಿಕಾ ಪ್ರಕಟಣೆ ಮೂಲಕ ಸಾರ್ವಜನಿಕರಿಗೆ ತಿಳಿಯಪಡಿಸುವುದೇನೆಂದರೆ ಕೆ. ಸುನೀಲ ಮತ್ತು ಇತರರ ಪರವಾಗಿ ಡಿ. ಅಮರೇಶಪ್ಪ ಮತ್ತು ಇತರರ ವಿರುದ್ಧ ಪಾಲು ವಿಭಾಗಕ್ಕಾಗಿ ಹೊಸಪೇಟೆಯ ಮಾನ್ಯ 3ನೇ ಹೆಚ್ಚುವರಿ ಕಿರಿಯ ಶ್ರೇಣಿ ನ್ಯಾಯಾಲಯದಲ್ಲಿ ಮೂಲ ದಾವೆ ಸಂ:285/2021ನ್ನು ಸಲ್ಲಿಸಿದ್ದು, ನಮ್ಮ ಕಕ್ಷಿದಾರರ ಭಾಗಕ್ಕೆ 1/7 ಹಿಸ್ಸೆಕ್ಕೆ ದಿನಾಂಕ: 20/12/2023 ರಂದು ಆದೇಶವಾಗಿರುತ್ತದೆ. ವಾದ್ಯಾಪ್ತಿ ಹೀಗಿದ್ದಾಗ್ಯೂ ಸದ್ರಿ ದಾವೆಯಲ್ಲಿ ಪ್ರತಿವಾದಿ ಸಂ:5 ರವರಾದ ಎಂ.ಟಿ.ಡಿ. ವಿರುಪಾಕ್ಷಿ ತಂದೆ ಮಲ್ಲಿನಾಥ ಇವರು ಸದ್ರಿ ಜಮೀನನಲ್ಲಿ ನಮ್ಮ ಕಕ್ಷಿದಾರರ ಹಕ್ಕು ಬಾಧ್ಯತೆ ಇದ್ದರೂ ಮಾರಾಟ ಮಾಡಲು ಪ್ರಯತ್ನಿಸುತ್ತಿದ್ದಾರೆ. ಈ ಮೂಲಕ ಸಾರ್ವಜನಿಕರಿಗೆ ತಿಳಿಯಪಡಿಸುವುದೇನೆಂದರೆ, ಯಾರಾದರೂ ಸದ್ರಿ ಷೆಡ್ಯೂಲ್‌ನಲ್ಲಿರುವ ನಿವೇಶನ ಅಥವಾ ಭೂಮಿಯನ್ನು ಖರೀದಿಸಿದ್ದಲ್ಲಿ ಸದ್ರಿ ವ್ಯವಹಾರವು ನಮ್ಮ ಕಕ್ಷಿದಾರರ ಹಕ್ಕನ್ನು ಬಾಧಿಸುವುದಿಲ್ಲ.: [20, 177, 230, 275]
- article-text: ಈ ವಿಷಯವಾಗಿ ಅಬಕಾರಿ ಉಪ ಆಯುಕ್ತರ ನೇತೃತ್ವದಲ್ಲಿ ತನಿಖಾ ತಂಡವನ್ನು ರಚಿಸಿ, ಅದರಲ್ಲಿ ಆರಕ್ಷಕರ ವೃತ್ತ ನಿರೀಕ್ಷಕರು ಹಾಗೂ ಅಬಕಾರಿ ವೃತ್ತ ನಿರೀಕ್ಷಕರು ಕಾರ್ಯನಿರ್ವಹಿಸಲು ಆದೇಶಿಸಿದೆ. ಈ ಆದೇಶವನ್ನು ಜಾರಿಗೆ ತರುವಲ್ಲಿ ನಿರ್ಲಕ್ಷತನ ತೋರಿದವರ ವಿರುದ್ಧ ಕಾನೂನು ರೀತಿ ಕಠಿಣ ಕ್ರಮ ಕೈಗೊಳ್ಳಲಾಗುವುದು ಎಂದು ಜಿಲ್ಲಾಧಿಕಾರಿಗಳು ಈ ಆದೇಶದಲ್ಲಿ ತಿಳಿಸಿದ್ದಾರೆ.: [482, 268, 758, 318]
- order-line: Court Hosapete.: [389, 762, 443, 772]
